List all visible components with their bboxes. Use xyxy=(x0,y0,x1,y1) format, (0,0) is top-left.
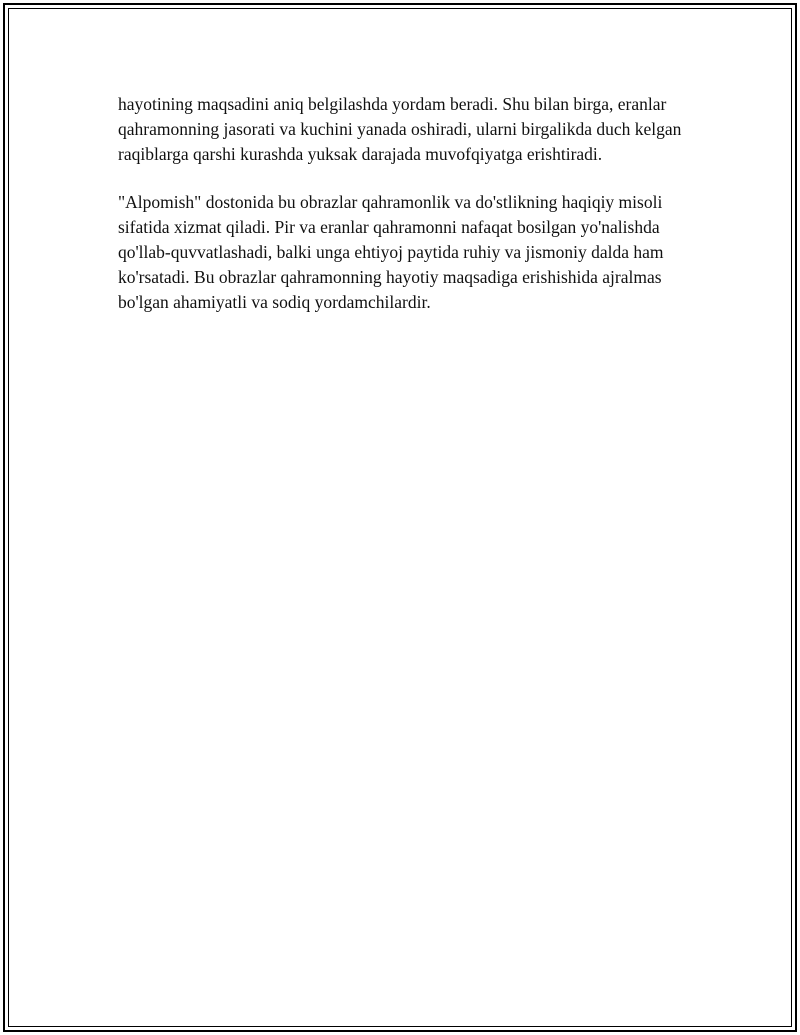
paragraph-1: hayotining maqsadini aniq belgilashda yordam beradi. Shu bilan birga, eranlar qahramonning jasorati va kuchini yanada oshiradi, ularni birgalikda duch kelgan raqiblarga qarshi kurashda yuksak darajada muvofqiyatga erishtiradi. xyxy=(118,94,682,164)
paragraph-2: "Alpomish" dostonida bu obrazlar qahramonlik va do'stlikning haqiqiy misoli sifatida xizmat qiladi. Pir va eranlar qahramonni nafaqat bosilgan yo'nalishda qo'llab-quvvatlashadi, balki unga ehtiyoj paytida ruhiy va jismoniy dalda ham ko'rsatadi. Bu obrazlar qahramonning hayotiy maqsadiga erishishida ajralmas bo'lgan ahamiyatli va sodiq yordamchilardir. xyxy=(118,192,664,312)
document-body xyxy=(118,92,708,338)
